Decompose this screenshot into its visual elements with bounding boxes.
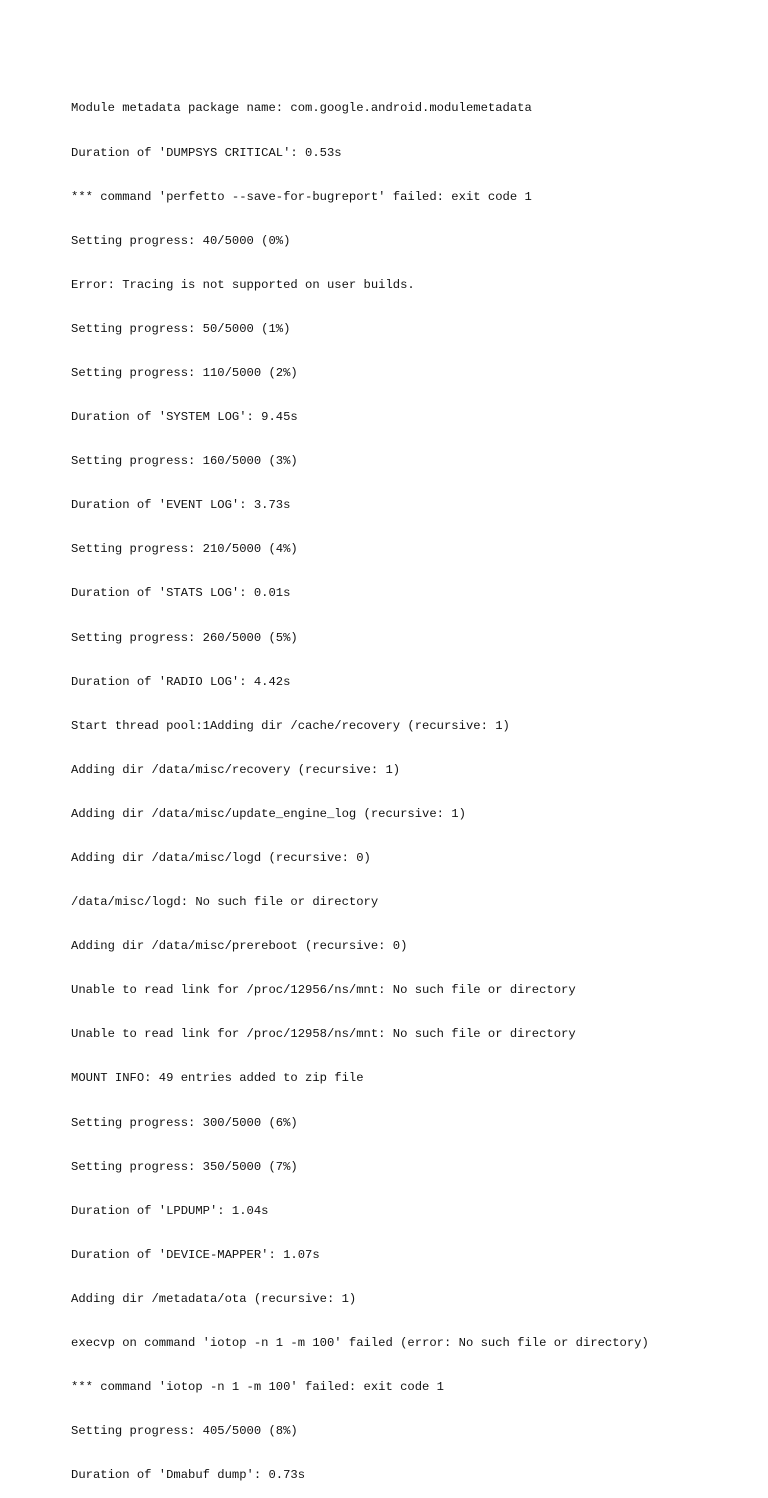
log-line: Adding dir /data/misc/logd (recursive: 0) — [71, 851, 371, 865]
log-line: Setting progress: 160/5000 (3%) — [71, 454, 298, 469]
log-output — [71, 72, 649, 1498]
log-line: Duration of 'Dmabuf dump': 0.73s — [71, 1468, 306, 1483]
log-line: Duration of 'DUMPSYS CRITICAL': 0.53s — [71, 145, 342, 160]
log-line: Start thread pool:1Adding dir /cache/recovery (recursive: 1) — [71, 718, 510, 733]
log-line: Adding dir /data/misc/prereboot (recursive: 0) — [71, 939, 408, 954]
log-line: Unable to read link for /proc/12956/ns/mnt: No such file or directory — [71, 983, 576, 998]
log-line: Setting progress: 300/5000 (6%) — [71, 1115, 298, 1130]
log-line: Duration of 'STATS LOG': 0.01s — [71, 586, 291, 601]
log-line: Error: Tracing is not supported on user builds. — [71, 277, 415, 292]
log-line: MOUNT INFO: 49 entries added to zip file — [71, 1071, 364, 1086]
log-line: Setting progress: 50/5000 (1%) — [71, 321, 291, 336]
log-line: execvp on command 'iotop -n 1 -m 100' failed (error: No such file or directory) — [71, 1336, 649, 1351]
log-line: Module metadata package name: com.google.android.modulemetadata — [71, 101, 532, 116]
log-line: Setting progress: 405/5000 (8%) — [71, 1424, 298, 1439]
log-line: Setting progress: 350/5000 (7%) — [71, 1159, 298, 1174]
log-line: Adding dir /data/misc/update_engine_log (recursive: 1) — [71, 806, 466, 821]
log-line: Setting progress: 110/5000 (2%) — [71, 365, 298, 380]
log-line: Adding dir /data/misc/recovery (recursive: 1) — [71, 762, 401, 777]
log-line: Duration of 'EVENT LOG': 3.73s — [71, 498, 291, 513]
log-line: Setting progress: 260/5000 (5%) — [71, 630, 298, 645]
log-line: *** command 'perfetto --save-for-bugreport' failed: exit code 1 — [71, 189, 532, 204]
log-line: Setting progress: 40/5000 (0%) — [71, 233, 291, 248]
log-line: Duration of 'DEVICE-MAPPER': 1.07s — [71, 1247, 320, 1262]
log-line: *** command 'iotop -n 1 -m 100' failed: exit code 1 — [71, 1380, 444, 1395]
log-line: Adding dir /metadata/ota (recursive: 1) — [71, 1291, 357, 1306]
log-line: Duration of 'RADIO LOG': 4.42s — [71, 674, 291, 689]
log-line: Duration of 'SYSTEM LOG': 9.45s — [71, 410, 298, 425]
log-line: Unable to read link for /proc/12958/ns/mnt: No such file or directory — [71, 1027, 576, 1042]
log-line: Setting progress: 210/5000 (4%) — [71, 542, 298, 557]
log-line: /data/misc/logd: No such file or directory — [71, 895, 379, 910]
log-line: Duration of 'LPDUMP': 1.04s — [71, 1203, 269, 1218]
